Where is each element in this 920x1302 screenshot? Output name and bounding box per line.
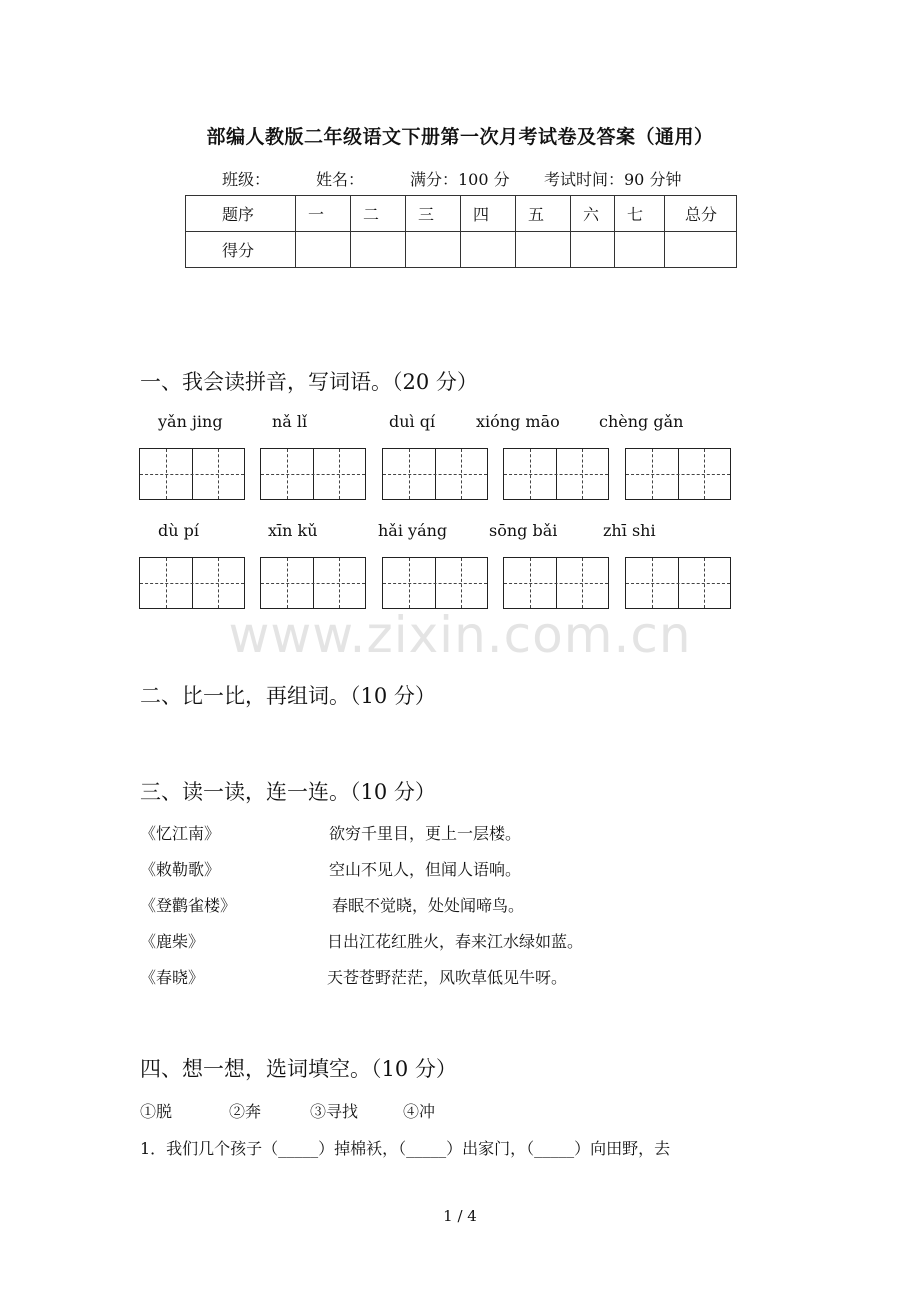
writing-grid[interactable]	[260, 557, 366, 609]
score-header-cell: 三	[406, 196, 461, 232]
score-table-score-row	[186, 232, 737, 268]
score-cell[interactable]	[615, 232, 665, 268]
poem-line: 空山不见人，但闻人语响。	[329, 860, 522, 879]
poem-line: 日出江花红胜火，春来江水绿如蓝。	[327, 932, 584, 951]
score-header-cell: 一	[296, 196, 351, 232]
score-cell[interactable]	[665, 232, 737, 268]
score-header-cell: 七	[615, 196, 665, 232]
pinyin-label: zhī shi	[603, 521, 656, 540]
writing-grid[interactable]	[625, 557, 731, 609]
pinyin-label: dù pí	[158, 521, 199, 540]
name-label: 姓名：	[316, 170, 365, 189]
page-title: 部编人教版二年级语文下册第一次月考试卷及答案（通用）	[206, 126, 714, 148]
pinyin-label: xīn kǔ	[268, 521, 318, 540]
writing-grid[interactable]	[503, 448, 609, 500]
pinyin-label: sōng bǎi	[489, 521, 558, 540]
writing-grid[interactable]	[625, 448, 731, 500]
page-number: 1 / 4	[443, 1207, 477, 1225]
poem-title: 《登鹳雀楼》	[140, 896, 237, 915]
poem-title: 《忆江南》	[140, 824, 221, 843]
poem-title: 《鹿柴》	[140, 932, 205, 951]
exam-info	[222, 167, 681, 190]
score-cell[interactable]	[406, 232, 461, 268]
score-cell[interactable]	[351, 232, 406, 268]
section2-heading: 二、比一比，再组词。（10 分）	[140, 684, 436, 708]
score-header-cell: 六	[571, 196, 615, 232]
word-option: ②奔	[229, 1102, 262, 1121]
word-option: ④冲	[403, 1102, 436, 1121]
score-header-cell: 二	[351, 196, 406, 232]
word-option: ①脱	[140, 1102, 173, 1121]
word-option: ③寻找	[310, 1102, 359, 1121]
pinyin-label: chèng gǎn	[599, 412, 684, 431]
pinyin-label: duì qí	[389, 412, 436, 431]
question-1: 1．我们几个孩子（_____）掉棉袄，（_____）出家门，（_____）向田野，去	[140, 1139, 671, 1158]
poem-title: 《敕勒歌》	[140, 860, 221, 879]
score-row-label: 得分	[186, 232, 296, 268]
section3-heading: 三、读一读，连一连。（10 分）	[140, 780, 436, 804]
watermark: www.zixin.com.cn	[228, 606, 692, 664]
writing-grid[interactable]	[382, 448, 488, 500]
writing-grid[interactable]	[260, 448, 366, 500]
score-cell[interactable]	[296, 232, 351, 268]
score-cell[interactable]	[461, 232, 516, 268]
score-table-header-row	[186, 196, 737, 232]
writing-grid[interactable]	[382, 557, 488, 609]
section1-heading: 一、我会读拼音，写词语。（20 分）	[140, 370, 478, 394]
score-header-cell: 总分	[665, 196, 737, 232]
writing-grid[interactable]	[139, 448, 245, 500]
section4-heading: 四、想一想，选词填空。（10 分）	[140, 1057, 457, 1081]
poem-line: 春眠不觉晓，处处闻啼鸟。	[332, 896, 525, 915]
score-cell[interactable]	[516, 232, 571, 268]
pinyin-label: nǎ lǐ	[272, 412, 308, 431]
poem-line: 欲穷千里目，更上一层楼。	[329, 824, 522, 843]
full-score: 满分：100 分	[410, 170, 510, 189]
score-header-cell: 五	[516, 196, 571, 232]
poem-line: 天苍苍野茫茫，风吹草低见牛呀。	[327, 968, 568, 987]
poem-title: 《春晓》	[140, 968, 205, 987]
exam-time: 考试时间：90 分钟	[544, 170, 682, 189]
pinyin-label: xióng māo	[476, 412, 560, 431]
pinyin-label: hǎi yáng	[378, 521, 448, 540]
score-header-cell: 四	[461, 196, 516, 232]
score-table	[185, 195, 737, 268]
writing-grid[interactable]	[503, 557, 609, 609]
class-label: 班级：	[222, 170, 271, 189]
writing-grid[interactable]	[139, 557, 245, 609]
score-cell[interactable]	[571, 232, 615, 268]
score-header-cell: 题序	[186, 196, 296, 232]
pinyin-label: yǎn jing	[158, 412, 223, 431]
